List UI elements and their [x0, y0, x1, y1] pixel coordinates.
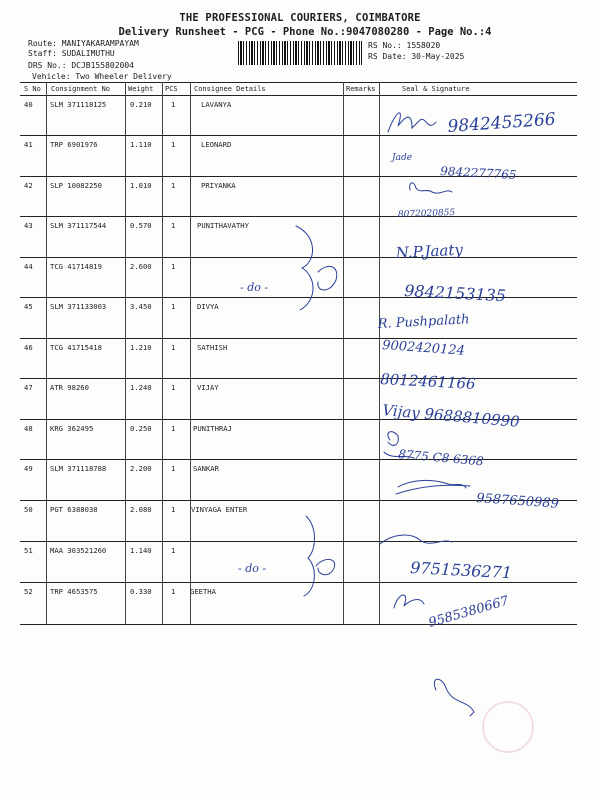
table-top-rule — [20, 82, 577, 83]
cell-consignment-no: SLM 371118788 — [50, 464, 107, 473]
row-separator — [20, 338, 577, 339]
cell-weight: 0.330 — [130, 587, 152, 596]
handwritten-sig40: 9842455266 — [446, 109, 557, 137]
cell-pcs: 1 — [171, 546, 176, 555]
handwritten-sig41a: Jade — [392, 153, 413, 163]
signature-scribble — [388, 113, 436, 132]
signature-scribble — [384, 452, 414, 458]
row-separator — [20, 216, 577, 217]
cell-sno: 51 — [24, 546, 33, 555]
cell-consignment-no: TRP 6901976 — [50, 140, 98, 149]
signature-scribble — [394, 595, 424, 608]
company-title: THE PROFESSIONAL COURIERS, COIMBATORE — [179, 12, 421, 24]
cell-consignment-no: SLP 10082250 — [50, 181, 102, 190]
cell-pcs: 1 — [171, 383, 176, 392]
cell-pcs: 1 — [171, 587, 176, 596]
row-separator — [20, 135, 577, 136]
handwritten-sig46: 8012461166 — [379, 370, 477, 393]
col-header-remarks: Remarks — [346, 85, 376, 93]
col-divider — [162, 82, 163, 625]
cell-consignment-no: SLM 371118125 — [50, 100, 107, 109]
ditto-bracket — [316, 559, 335, 574]
handwritten-ditto51: - do - — [238, 562, 267, 575]
col-divider — [343, 82, 344, 625]
handwritten-sig51: 9751536271 — [409, 558, 513, 583]
cell-consignee: SANKAR — [193, 464, 219, 473]
cell-weight: 2.080 — [130, 505, 152, 514]
handwritten-sig44b: 9842153135 — [403, 281, 507, 306]
barcode — [238, 41, 362, 65]
cell-consignee: GEETHA — [190, 587, 216, 596]
handwritten-sig42: 8072020855 — [397, 208, 456, 220]
cell-consignment-no: MAA 303521260 — [50, 546, 107, 555]
route-label: Route: MANIYAKARAMPAYAM — [28, 39, 139, 48]
cell-pcs: 1 — [171, 464, 176, 473]
row-separator — [20, 541, 577, 542]
row-separator — [20, 582, 577, 583]
rs-number: RS No.: 1558020 — [368, 41, 441, 50]
row-separator — [20, 459, 577, 460]
signature-scribble — [380, 535, 452, 544]
cell-consignee: PUNITHRAJ — [193, 424, 232, 433]
signature-scribble — [388, 432, 398, 446]
cell-pcs: 1 — [171, 343, 176, 352]
col-header-consignee: Consignee Details — [194, 85, 266, 93]
cell-sno: 42 — [24, 181, 33, 190]
cell-weight: 0.210 — [130, 100, 152, 109]
cell-sno: 44 — [24, 262, 33, 271]
cell-consignment-no: TRP 4653575 — [50, 587, 98, 596]
cell-sno: 43 — [24, 221, 33, 230]
cell-weight: 3.450 — [130, 302, 152, 311]
cell-sno: 41 — [24, 140, 33, 149]
col-header-signature: Seal & Signature — [402, 85, 470, 93]
cell-weight: 1.140 — [130, 546, 152, 555]
row-separator — [20, 257, 577, 258]
cell-consignee: PRIYANKA — [201, 181, 236, 190]
cell-consignment-no: SLM 371117544 — [50, 221, 107, 230]
cell-consignment-no: PGT 6388038 — [50, 505, 98, 514]
col-divider — [46, 82, 47, 625]
handwritten-sig48: 8775 C8 6368 — [397, 447, 485, 469]
cell-pcs: 1 — [171, 181, 176, 190]
vehicle-label: Vehicle: Two Wheeler Delivery — [32, 72, 172, 81]
cell-pcs: 1 — [171, 221, 176, 230]
cell-consignment-no: TCG 41715418 — [50, 343, 102, 352]
ditto-bracket — [304, 516, 315, 596]
cell-sno: 52 — [24, 587, 33, 596]
signature-scribble — [434, 679, 474, 716]
cell-consignment-no: SLM 371133003 — [50, 302, 107, 311]
row-separator — [20, 624, 577, 625]
row-separator — [20, 297, 577, 298]
cell-consignment-no: KRG 362495 — [50, 424, 94, 433]
header-bottom-rule — [20, 95, 577, 96]
runsheet-subtitle: Delivery Runsheet - PCG - Phone No.:9047080280 - Page No.:4 — [118, 26, 492, 38]
cell-consignee: LEONARD — [201, 140, 232, 149]
cell-pcs: 1 — [171, 100, 176, 109]
row-separator — [20, 419, 577, 420]
cell-pcs: 1 — [171, 505, 176, 514]
cell-weight: 0.570 — [130, 221, 152, 230]
handwritten-sig45b: 9002420124 — [381, 338, 466, 359]
cell-sno: 40 — [24, 100, 33, 109]
cell-consignment-no: TCG 41714819 — [50, 262, 102, 271]
handwritten-sig41b: 9842277765 — [439, 164, 517, 182]
cell-consignee: DIVYA — [197, 302, 219, 311]
cell-sno: 48 — [24, 424, 33, 433]
col-divider — [125, 82, 126, 625]
cell-weight: 2.600 — [130, 262, 152, 271]
cell-consignee: SATHISH — [197, 343, 228, 352]
cell-weight: 2.200 — [130, 464, 152, 473]
cell-pcs: 1 — [171, 424, 176, 433]
cell-consignee: LAVANYA — [201, 100, 232, 109]
cell-sno: 46 — [24, 343, 33, 352]
cell-consignment-no: ATR 98260 — [50, 383, 89, 392]
cell-consignee: PUNITHAVATHY — [197, 221, 249, 230]
cell-weight: 1.240 — [130, 383, 152, 392]
col-divider — [379, 82, 380, 625]
cell-sno: 47 — [24, 383, 33, 392]
col-header-sno: S No — [24, 85, 41, 93]
handwritten-sig44a: N.P.Jaaty — [395, 240, 464, 262]
cell-weight: 1.010 — [130, 181, 152, 190]
staff-label: Staff: SUDALIMUTHU — [28, 49, 115, 58]
row-separator — [20, 176, 577, 177]
cell-weight: 1.210 — [130, 343, 152, 352]
handwritten-sig45a: R. Pushpalath — [377, 312, 470, 332]
signature-scribble — [398, 480, 466, 488]
rs-date: RS Date: 30-May-2025 — [368, 52, 465, 61]
col-header-weight: Weight — [128, 85, 154, 93]
cell-pcs: 1 — [171, 140, 176, 149]
stamp-circle — [483, 702, 533, 752]
col-header-pcs: PCS — [165, 85, 178, 93]
signature-scribble — [396, 485, 470, 494]
handwritten-sig49: 9587650989 — [475, 491, 560, 512]
signature-scribble — [410, 183, 452, 193]
cell-sno: 49 — [24, 464, 33, 473]
cell-weight: 0.250 — [130, 424, 152, 433]
col-header-consignment: Consignment No — [51, 85, 111, 93]
ditto-bracket — [318, 266, 337, 290]
cell-pcs: 1 — [171, 302, 176, 311]
cell-sno: 50 — [24, 505, 33, 514]
cell-pcs: 1 — [171, 262, 176, 271]
handwritten-ditto44: - do - — [240, 281, 269, 294]
handwritten-sig52: 9585380667 — [426, 593, 511, 631]
cell-consignee: VIJAY — [197, 383, 219, 392]
row-separator — [20, 378, 577, 379]
col-divider — [190, 82, 191, 625]
cell-weight: 1.110 — [130, 140, 152, 149]
row-separator — [20, 500, 577, 501]
handwritten-sig47: Vijay 9688810990 — [381, 401, 521, 431]
cell-sno: 45 — [24, 302, 33, 311]
drs-label: DRS No.: DCJB155802004 — [28, 61, 134, 70]
cell-consignee: VINYAGA ENTER — [191, 505, 248, 514]
